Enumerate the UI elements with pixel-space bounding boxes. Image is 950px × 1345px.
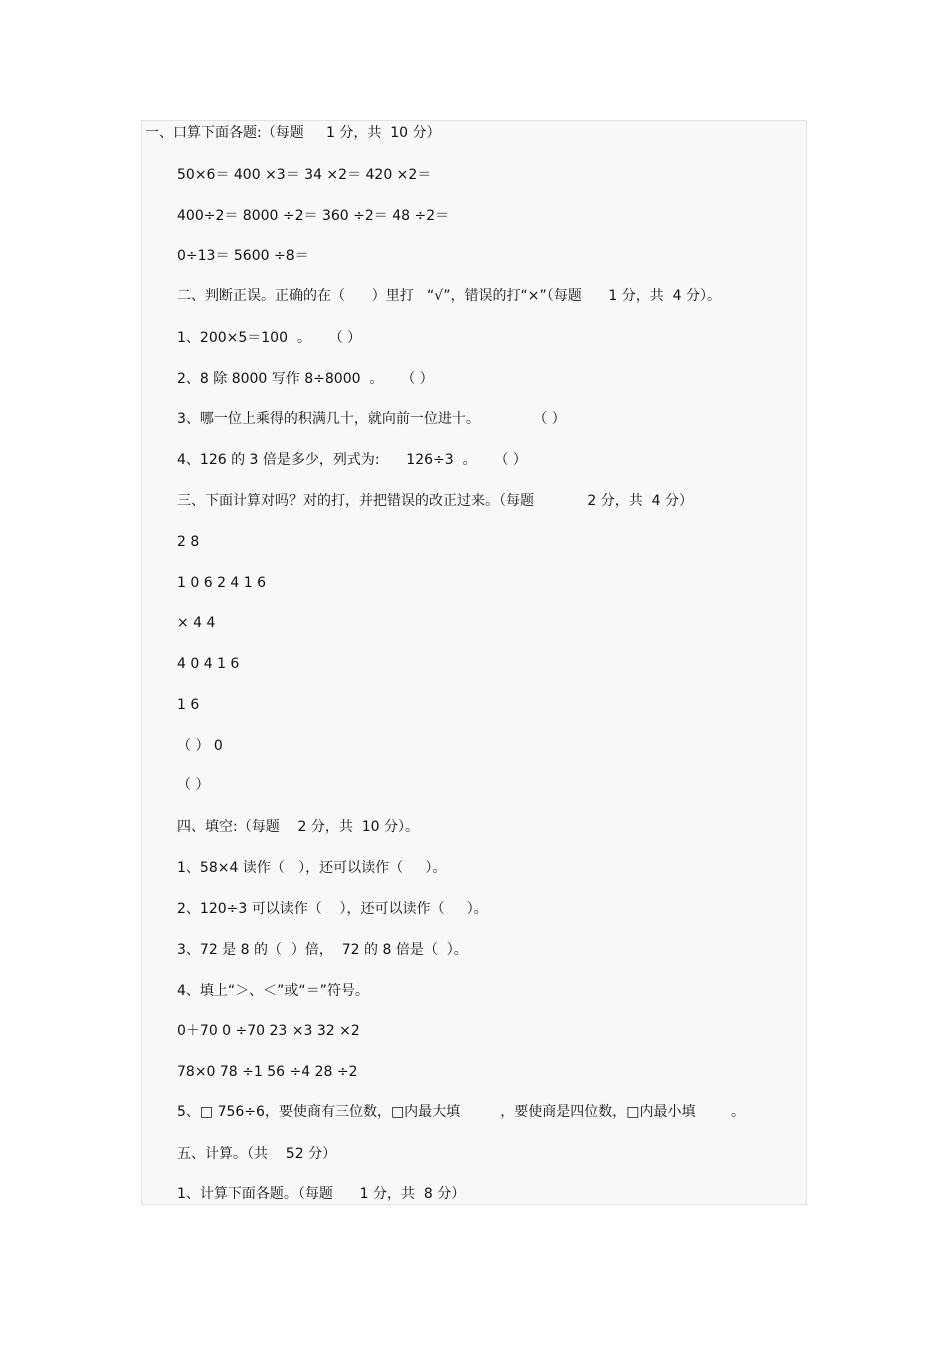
vertical-calc-line-5: 1 6 [177,697,200,713]
section-5-heading: 五、计算。（共 52 分） [177,1146,337,1162]
vertical-calc-line-6: （ ） 0 [177,738,223,754]
fill-item-3: 3、72 是 8 的（ ）倍， 72 的 8 倍是（ ）。 [177,942,468,958]
fill-item-1: 1、58×4 读作（ ），还可以读作（ ）。 [177,860,447,876]
vertical-calc-line-3: × 4 4 [177,615,216,631]
fill-item-2: 2、120÷3 可以读作（ ），还可以读作（ ）。 [177,901,488,917]
worksheet-page [141,120,807,1205]
judge-item-4: 4、126 的 3 倍是多少，列式为: 126÷3 。 （ ） [177,452,527,468]
compare-row-1: 0＋70 0 ÷70 23 ×3 32 ×2 [177,1023,360,1039]
vertical-calc-line-4: 4 0 4 1 6 [177,656,240,672]
compare-row-2: 78×0 78 ÷1 56 ÷4 28 ÷2 [177,1064,358,1080]
judge-item-3: 3、哪一位上乘得的积满几十，就向前一位进十。 （ ） [177,411,566,427]
oral-calc-row-2: 400÷2＝ 8000 ÷2＝ 360 ÷2＝ 48 ÷2＝ [177,208,450,224]
judge-item-2: 2、8 除 8000 写作 8÷8000 。 （ ） [177,371,434,387]
judge-item-1: 1、200×5＝100 。 （ ） [177,330,362,346]
vertical-calc-line-7: （ ） [177,777,210,793]
section-4-heading: 四、填空:（每题 2 分，共 10 分）。 [177,819,420,835]
fill-item-4: 4、填上“＞、＜”或“＝”符号。 [177,983,369,999]
vertical-calc-line-2: 1 0 6 2 4 1 6 [177,575,267,591]
section-2-heading: 二、判断正误。正确的在（ ）里打 “√”，错误的打“×”（每题 1 分，共 4 分）。 [177,288,722,304]
section-3-heading: 三、下面计算对吗？对的打，并把错误的改正过来。（每题 2 分，共 4 分） [177,493,694,509]
oral-calc-row-3: 0÷13＝ 5600 ÷8＝ [177,248,309,264]
oral-calc-row-1: 50×6＝ 400 ×3＝ 34 ×2＝ 420 ×2＝ [177,167,432,183]
fill-item-5: 5、□ 756÷6，要使商有三位数，□内最大填 ，要使商是四位数，□内最小填 。 [177,1104,746,1120]
calc-subheading-1: 1、计算下面各题。（每题 1 分，共 8 分） [177,1186,466,1202]
vertical-calc-line-1: 2 8 [177,534,200,550]
section-1-heading: 一、口算下面各题:（每题 1 分，共 10 分） [145,125,441,141]
